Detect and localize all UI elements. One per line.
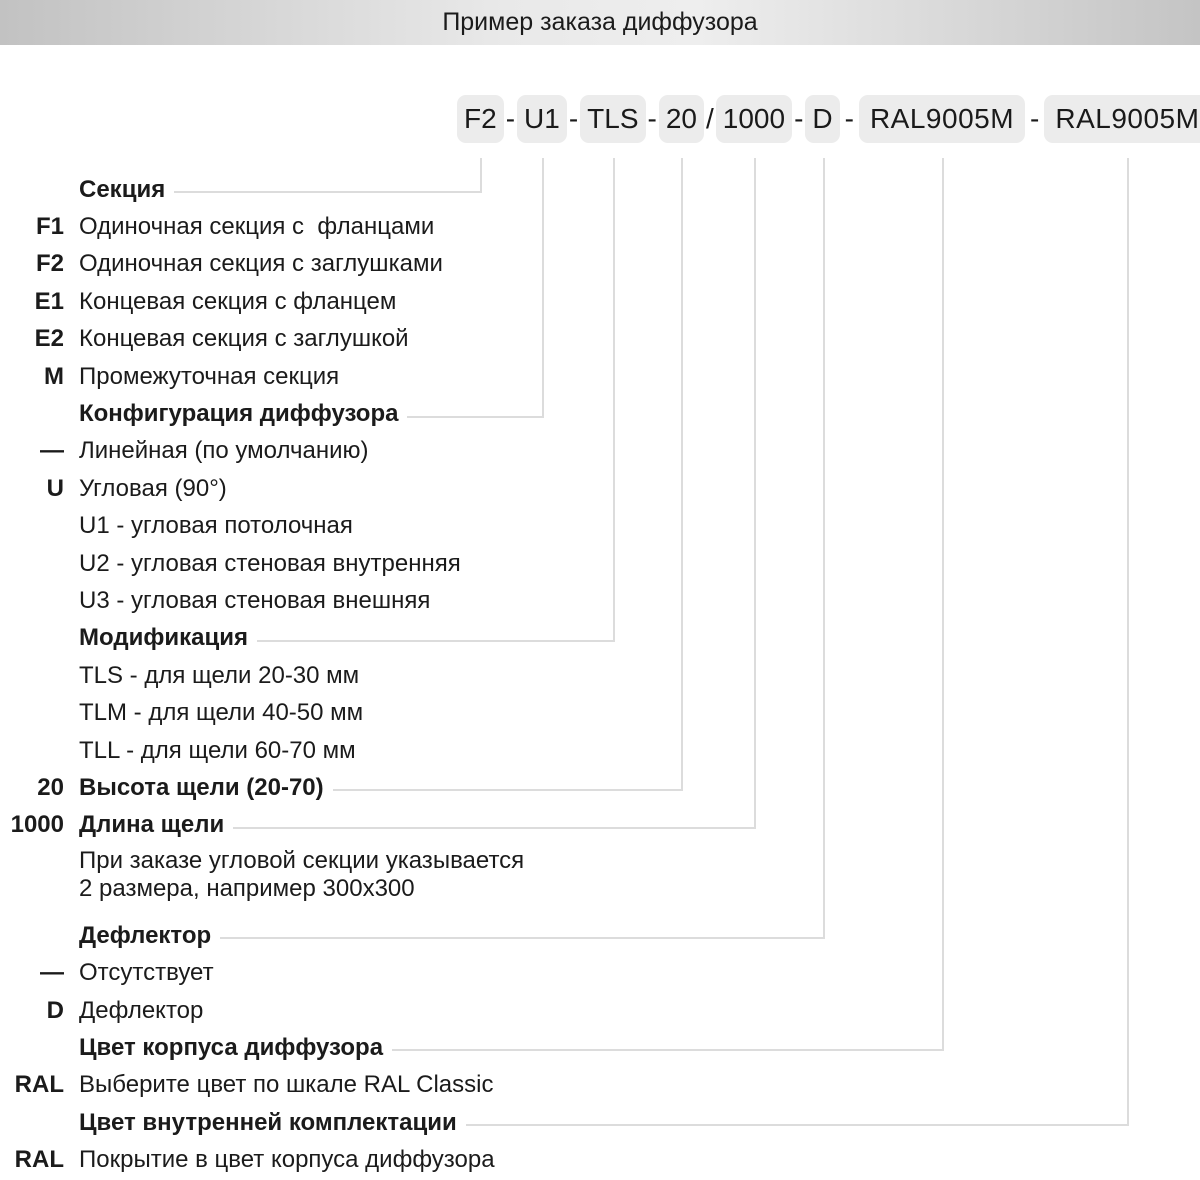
legend-description: Выберите цвет по шкале RAL Classic — [79, 1071, 494, 1099]
connector-line-vertical — [681, 158, 683, 791]
legend-item-row — [0, 694, 1200, 731]
legend-description: Дефлектор — [79, 921, 212, 949]
connector-line-vertical — [754, 158, 756, 829]
legend-description: Концевая секция с заглушкой — [79, 325, 409, 353]
legend-item-row — [0, 545, 1200, 582]
code-part-box-deflector: D — [805, 95, 839, 143]
legend-description: Угловая (90°) — [79, 474, 227, 502]
legend-item-row — [0, 1067, 1200, 1104]
legend-description: U3 - угловая стеновая внешняя — [79, 586, 431, 614]
order-code-row — [0, 95, 1200, 143]
legend-description: Длина щели — [79, 811, 225, 839]
note-text: При заказе угловой секции указывается 2 размера, например 300x300 — [79, 847, 525, 903]
legend-header-row — [0, 807, 1200, 844]
legend-description: Высота щели (20-70) — [79, 773, 324, 801]
code-separator: - — [1030, 103, 1040, 134]
legend-item-row — [0, 1141, 1200, 1178]
code-separator: - — [647, 103, 657, 134]
code-separator: - — [794, 103, 804, 134]
code-part-box-slot_length: 1000 — [716, 95, 792, 143]
legend-item-row — [0, 657, 1200, 694]
legend-description: TLS - для щели 20-30 мм — [79, 661, 360, 689]
code-separator: - — [568, 103, 579, 134]
legend-description: Промежуточная секция — [79, 362, 340, 390]
connector-line-horizontal — [174, 191, 482, 193]
legend-code-label: U — [46, 474, 64, 502]
legend-header-row — [0, 917, 1200, 954]
legend-description: Цвет корпуса диффузора — [79, 1033, 384, 1061]
connector-line-horizontal — [257, 640, 615, 642]
legend-description: Концевая секция с фланцем — [79, 287, 397, 315]
legend-header-row — [0, 620, 1200, 657]
connector-line-vertical — [942, 158, 944, 1051]
legend-description: TLL - для щели 60-70 мм — [79, 736, 356, 764]
code-part-box-body_color: RAL9005M — [859, 95, 1025, 143]
legend-description: Секция — [79, 175, 166, 203]
legend-header-row — [0, 1104, 1200, 1141]
connector-line-vertical — [613, 158, 615, 642]
code-part-box-inner_color: RAL9005M — [1044, 95, 1200, 143]
legend-code-label: RAL — [14, 1146, 64, 1174]
connector-line-horizontal — [233, 827, 756, 829]
code-separator: / — [705, 103, 714, 134]
connector-line-horizontal — [407, 416, 544, 418]
code-separator: - — [844, 103, 854, 134]
legend-description: Модификация — [79, 624, 248, 652]
connector-line-horizontal — [392, 1049, 944, 1051]
legend-description: Конфигурация диффузора — [79, 400, 399, 428]
legend-code-label: 1000 — [10, 811, 64, 839]
legend-code-label: RAL — [14, 1071, 64, 1099]
legend-description: Линейная (по умолчанию) — [79, 437, 369, 465]
legend-header-row — [0, 769, 1200, 806]
connector-line-horizontal — [466, 1124, 1129, 1126]
connector-line-horizontal — [220, 937, 825, 939]
legend-description: Одиночная секция с заглушками — [79, 250, 443, 278]
connector-line-vertical — [480, 158, 482, 193]
legend-list — [0, 171, 1200, 1179]
legend-code-label: F1 — [35, 213, 64, 241]
legend-item-row — [0, 992, 1200, 1029]
connector-line-vertical — [542, 158, 544, 418]
title-bar — [0, 0, 1200, 45]
code-separator: - — [505, 103, 516, 134]
legend-item-row — [0, 358, 1200, 395]
legend-description: TLM - для щели 40-50 мм — [79, 699, 364, 727]
code-part-box-mod: TLS — [580, 95, 645, 143]
legend-code-label: 20 — [37, 773, 64, 801]
legend-item-row — [0, 208, 1200, 245]
legend-description: Покрытие в цвет корпуса диффузора — [79, 1146, 495, 1174]
page-title: Пример заказа диффузора — [442, 8, 758, 36]
legend-header-row — [0, 1029, 1200, 1066]
legend-code-label: — — [40, 437, 64, 465]
legend-code-label: E1 — [34, 287, 64, 315]
legend-code-label: D — [46, 996, 64, 1024]
legend-header-row — [0, 171, 1200, 208]
legend-item-row — [0, 433, 1200, 470]
legend-item-row — [0, 954, 1200, 991]
legend-item-row — [0, 470, 1200, 507]
legend-item-row — [0, 508, 1200, 545]
legend-description: Дефлектор — [79, 996, 204, 1024]
connector-line-vertical — [1127, 158, 1129, 1126]
legend-description: Цвет внутренней комплектации — [79, 1108, 457, 1136]
legend-code-label: M — [44, 362, 64, 390]
legend-code-label: F2 — [35, 250, 64, 278]
legend-item-row — [0, 582, 1200, 619]
legend-description: Одиночная секция с фланцами — [79, 213, 435, 241]
legend-description: U1 - угловая потолочная — [79, 512, 353, 540]
legend-item-row — [0, 321, 1200, 358]
legend-description: U2 - угловая стеновая внутренняя — [79, 549, 461, 577]
connector-line-vertical — [823, 158, 825, 939]
legend-item-row — [0, 246, 1200, 283]
legend-code-label: — — [40, 959, 64, 987]
legend-item-row — [0, 283, 1200, 320]
legend-header-row — [0, 395, 1200, 432]
code-part-box-section: F2 — [457, 95, 504, 143]
code-part-box-slot_height: 20 — [659, 95, 704, 143]
legend-description: Отсутствует — [79, 959, 214, 987]
legend-item-row — [0, 732, 1200, 769]
legend-code-label: E2 — [34, 325, 64, 353]
code-part-box-config: U1 — [517, 95, 567, 143]
connector-line-horizontal — [333, 789, 683, 791]
